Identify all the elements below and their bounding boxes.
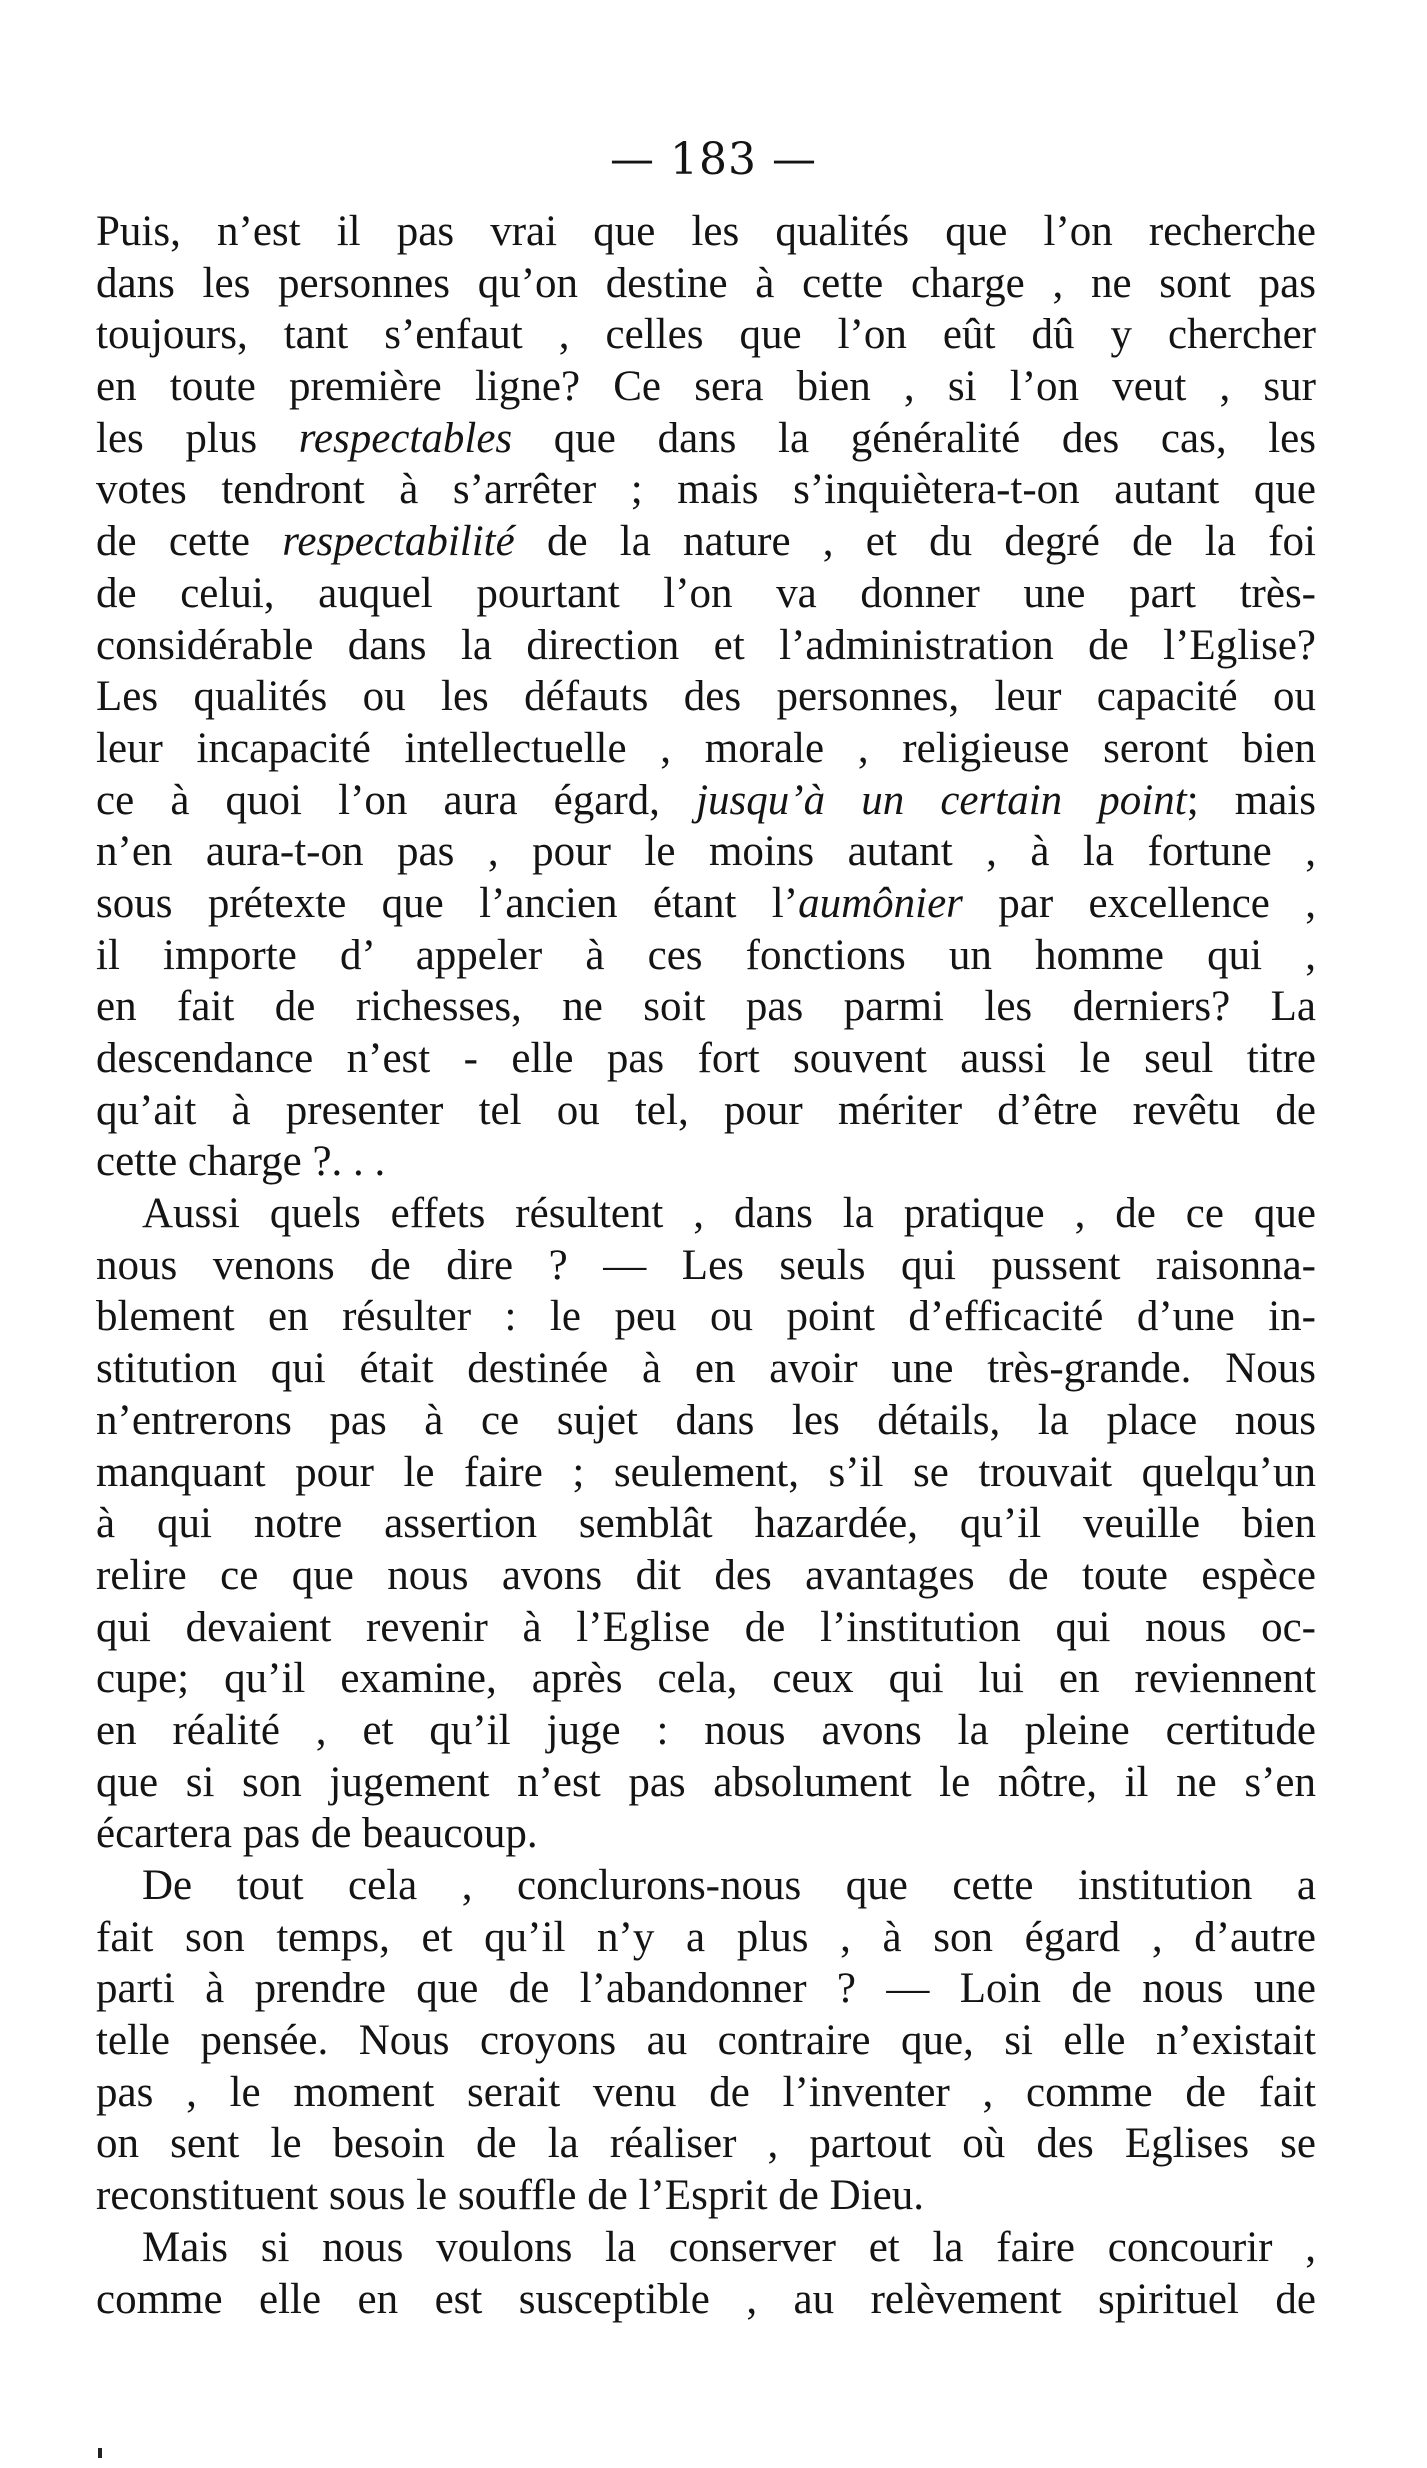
text-line: comme elle en est susceptible , au relèvement spirituel de bbox=[96, 2275, 1316, 2323]
text-line: en toute première ligne? Ce sera bien , si l’on veut , sur bbox=[96, 363, 1316, 411]
paragraph-start-line: Mais si nous voulons la conserver et la faire concourir , bbox=[142, 2223, 1316, 2271]
paragraph-start-line: De tout cela , conclurons-nous que cette institution a bbox=[142, 1862, 1316, 1909]
text-line: cupe; qu’il examine, après cela, ceux qui lui en reviennent bbox=[96, 1655, 1316, 1703]
text-line: fait son temps, et qu’il n’y a plus , à son égard , d’autre bbox=[96, 1913, 1316, 1961]
text-line: stitution qui était destinée à en avoir une très-grande. Nous bbox=[96, 1345, 1316, 1393]
text-line: dans les personnes qu’on destine à cette charge , ne sont pas bbox=[96, 259, 1316, 307]
paragraph-end-line: écartera pas de beaucoup. bbox=[96, 1810, 538, 1858]
text-line: n’entrerons pas à ce sujet dans les détails, la place nous bbox=[96, 1396, 1316, 1444]
text-line: sous prétexte que l’ancien étant l’aumônier par excellence , bbox=[96, 879, 1316, 927]
text-line: que si son jugement n’est pas absolument le nôtre, il ne s’en bbox=[96, 1758, 1316, 1806]
text-line: Les qualités ou les défauts des personnes, leur capacité ou bbox=[96, 673, 1316, 721]
paragraph-end-line: reconstituent sous le souffle de l’Esprit de Dieu. bbox=[96, 2172, 924, 2220]
text-line: relire ce que nous avons dit des avantages de toute espèce bbox=[96, 1551, 1316, 1599]
text-line: considérable dans la direction et l’administration de l’Eglise? bbox=[96, 621, 1316, 669]
text-line: Puis, n’est il pas vrai que les qualités que l’on recherche bbox=[96, 208, 1316, 255]
paragraph-end-line: cette charge ?. . . bbox=[96, 1138, 386, 1186]
text-line: qu’ait à presenter tel ou tel, pour mériter d’être revêtu de bbox=[96, 1086, 1316, 1134]
print-speck bbox=[98, 2448, 102, 2458]
text-line: il importe d’ appeler à ces fonctions un homme qui , bbox=[96, 931, 1316, 979]
body-text bbox=[96, 206, 1316, 2325]
text-line: votes tendront à s’arrêter ; mais s’inquiètera-t-on autant que bbox=[96, 466, 1316, 514]
text-line: on sent le besoin de la réaliser , partout où des Eglises se bbox=[96, 2120, 1316, 2168]
text-line: de celui, auquel pourtant l’on va donner une part très- bbox=[96, 569, 1316, 617]
paragraph-start-line: Aussi quels effets résultent , dans la pratique , de ce que bbox=[142, 1190, 1316, 1238]
text-line: à qui notre assertion semblât hazardée, qu’il veuille bien bbox=[96, 1500, 1316, 1548]
text-line: nous venons de dire ? — Les seuls qui pussent raisonna- bbox=[96, 1241, 1316, 1289]
text-line: descendance n’est - elle pas fort souvent aussi le seul titre bbox=[96, 1035, 1316, 1082]
text-line: blement en résulter : le peu ou point d’efficacité d’une in- bbox=[96, 1293, 1316, 1341]
text-line: toujours, tant s’enfaut , celles que l’on eût dû y chercher bbox=[96, 311, 1316, 359]
text-line: pas , le moment serait venu de l’inventer , comme de fait bbox=[96, 2068, 1316, 2116]
text-line: leur incapacité intellectuelle , morale , religieuse seront bien bbox=[96, 724, 1316, 772]
text-line: de cette respectabilité de la nature , et du degré de la foi bbox=[96, 518, 1316, 566]
text-line: les plus respectables que dans la généralité des cas, les bbox=[96, 414, 1316, 462]
text-line: n’en aura-t-on pas , pour le moins autant , à la fortune , bbox=[96, 828, 1316, 876]
text-line: en réalité , et qu’il juge : nous avons la pleine certitude bbox=[96, 1706, 1316, 1754]
text-line: manquant pour le faire ; seulement, s’il se trouvait quelqu’un bbox=[96, 1448, 1316, 1496]
text-line: qui devaient revenir à l’Eglise de l’institution qui nous oc- bbox=[96, 1603, 1316, 1651]
text-line: en fait de richesses, ne soit pas parmi les derniers? La bbox=[96, 983, 1316, 1031]
text-line: telle pensée. Nous croyons au contraire que, si elle n’existait bbox=[96, 2017, 1316, 2065]
text-line: ce à quoi l’on aura égard, jusqu’à un certain point; mais bbox=[96, 776, 1316, 824]
page-number: — 183 — bbox=[610, 134, 817, 185]
text-line: parti à prendre que de l’abandonner ? — Loin de nous une bbox=[96, 1965, 1316, 2013]
